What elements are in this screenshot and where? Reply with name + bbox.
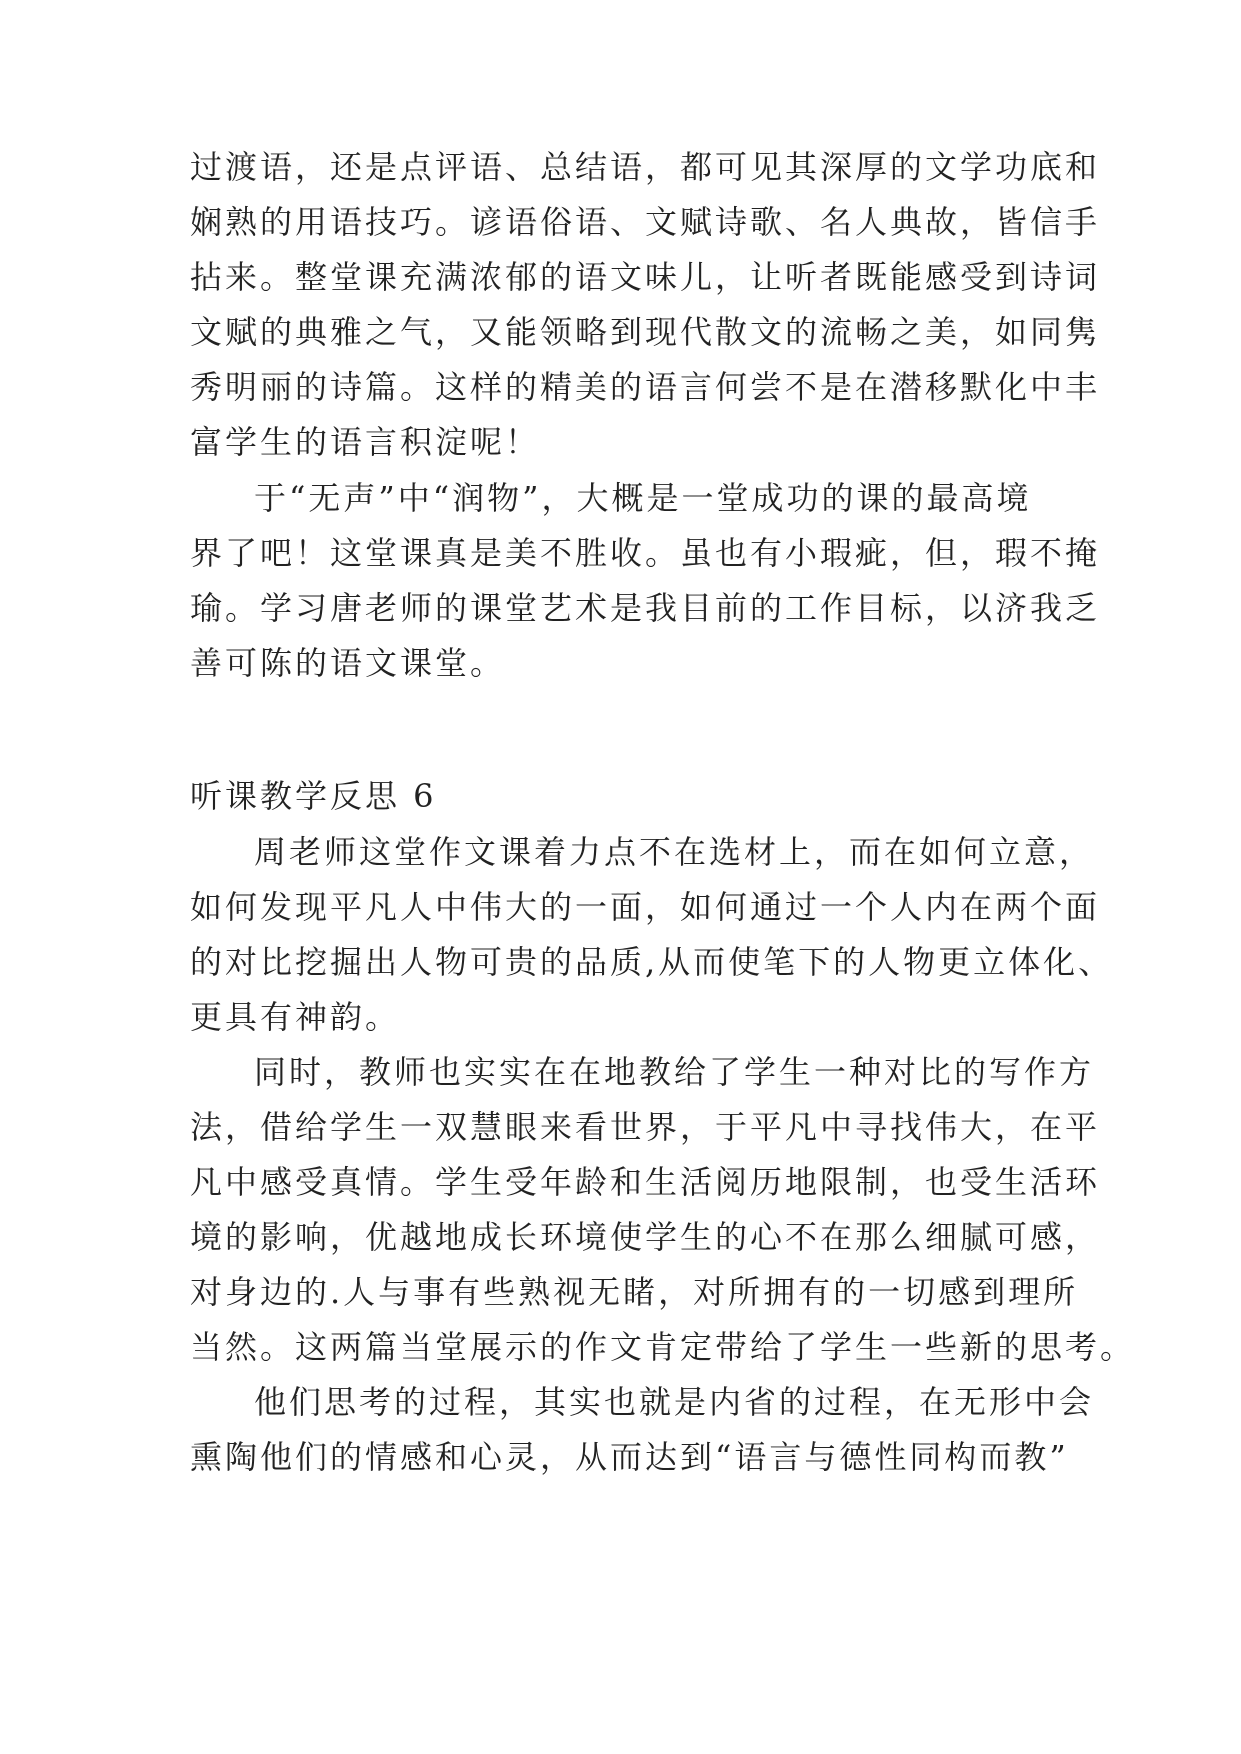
text-line: 对身边的.人与事有些熟视无睹，对所拥有的一切感到理所 [190,1273,1079,1311]
text-line: 法，借给学生一双慧眼来看世界，于平凡中寻找伟大，在平 [190,1108,1101,1146]
section-title: 听课教学反思 6 [190,777,437,815]
text-line: 界了吧！这堂课真是美不胜收。虽也有小瑕疵，但，瑕不掩 [190,534,1101,572]
text-line: 如何发现平凡人中伟大的一面，如何通过一个人内在两个面 [190,888,1101,926]
text-line: 当然。这两篇当堂展示的作文肯定带给了学生一些新的思考。 [190,1328,1136,1366]
text-line: 凡中感受真情。学生受年龄和生活阅历地限制，也受生活环 [190,1163,1101,1201]
text-line: 境的影响，优越地成长环境使学生的心不在那么细腻可感， [190,1218,1101,1256]
text-line: 娴熟的用语技巧。谚语俗语、文赋诗歌、名人典故，皆信手 [190,203,1101,241]
text-line: 的对比挖掘出人物可贵的品质,从而使笔下的人物更立体化、 [190,943,1114,981]
text-line: 同时，教师也实实在在地教给了学生一种对比的写作方 [254,1053,1095,1091]
text-line: 过渡语，还是点评语、总结语，都可见其深厚的文学功底和 [190,148,1101,186]
text-line: 富学生的语言积淀呢！ [190,423,541,461]
text-line: 周老师这堂作文课着力点不在选材上，而在如何立意， [254,833,1095,871]
text-line: 文赋的典雅之气，又能领略到现代散文的流畅之美，如同隽 [190,313,1101,351]
text-line: 他们思考的过程，其实也就是内省的过程，在无形中会 [254,1383,1095,1421]
text-line: 拈来。整堂课充满浓郁的语文味儿，让听者既能感受到诗词 [190,258,1101,296]
text-line: 熏陶他们的情感和心灵，从而达到“语言与德性同构而教” [190,1438,1069,1476]
text-line: 于“无声”中“润物”，大概是一堂成功的课的最高境 [254,479,1032,517]
text-line: 瑜。学习唐老师的课堂艺术是我目前的工作目标，以济我乏 [190,589,1101,627]
text-line: 更具有神韵。 [190,998,401,1036]
text-line: 善可陈的语文课堂。 [190,644,506,682]
text-line: 秀明丽的诗篇。这样的精美的语言何尝不是在潜移默化中丰 [190,368,1101,406]
